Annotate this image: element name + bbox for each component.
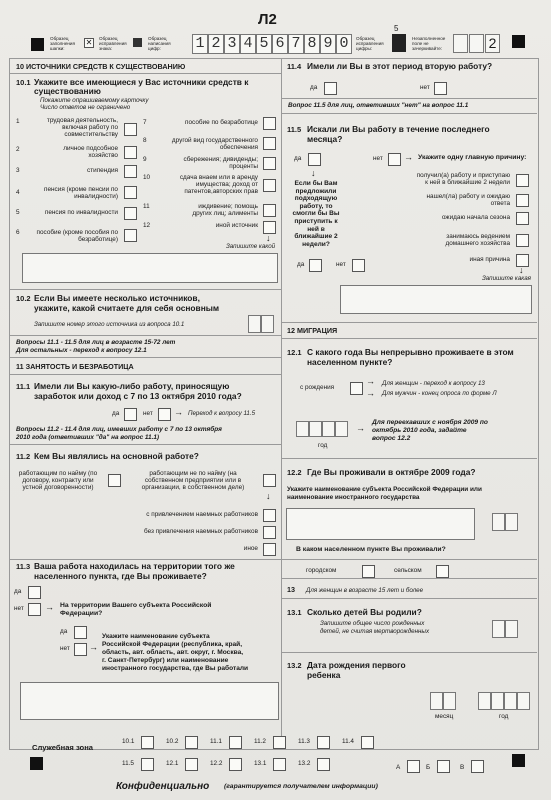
option-label: патентов,авторских прав (184, 188, 258, 195)
option-checkbox[interactable] (124, 229, 137, 242)
opt-number: 8 (143, 137, 147, 144)
no-label: нет (143, 410, 153, 417)
q102-title: укажите, какой считаете для себя основным (34, 303, 220, 313)
main-source-digit-box[interactable] (261, 315, 274, 333)
urban-label: городском (306, 567, 337, 574)
q102-number: 10.2 (16, 294, 31, 303)
q131-title: Сколько детей Вы родили? (307, 607, 422, 617)
opt-number: 1 (16, 118, 20, 125)
code-checkbox[interactable] (273, 758, 286, 771)
reason-label: ожидаю начала сезона (441, 214, 510, 221)
letter-label: Б (426, 764, 431, 771)
region-code-box[interactable] (492, 513, 505, 531)
if-found-line: подходящую (294, 195, 338, 203)
s10-note: Вопросы 11.1 - 11.5 для лиц в возрасте 15-72 лет (16, 339, 176, 346)
divider (281, 578, 537, 579)
option-label: стипендия (87, 167, 118, 174)
sample-digit: 2 (208, 34, 224, 54)
q115-title: месяца? (307, 134, 343, 144)
if-found-line: ближайшие 2 (294, 233, 338, 241)
arrow-down-icon: ↓ (519, 265, 524, 275)
main-reason-label: Укажите одну главную причину: (418, 154, 527, 161)
option-label: работающим не по найму (на (149, 470, 237, 477)
q112-title: Кем Вы являлись на основной работе? (34, 451, 199, 461)
divider (9, 444, 281, 445)
month-digit-box[interactable] (430, 692, 443, 710)
main-source-digit-box[interactable] (248, 315, 261, 333)
nonhired-checkbox[interactable] (263, 474, 276, 487)
code-checkbox[interactable] (317, 758, 330, 771)
opt-number: 9 (143, 156, 147, 163)
code-label: 11.1 (210, 738, 222, 745)
divider (281, 458, 537, 459)
corner-marker (512, 754, 525, 767)
year-digit-box[interactable] (309, 421, 322, 437)
q115-number: 11.5 (287, 125, 302, 134)
option-checkbox[interactable] (263, 137, 276, 150)
option-label: работающим по найму (по (18, 470, 98, 477)
specify-text: иностранного государства, где Вы работали (102, 665, 249, 672)
sample-digit: 9 (320, 34, 336, 54)
service-zone-label: Служебная зона (32, 743, 94, 752)
yes-label: да (310, 84, 318, 91)
no-label: нет (420, 84, 430, 91)
arrow-right-icon: → (45, 602, 54, 612)
subject-question: Федерации? (60, 610, 103, 617)
corner-marker (31, 38, 44, 51)
q101-title: Укажите все имеющиеся у Вас источники средств к (34, 77, 249, 87)
sample-empty-label: Образец заполнения шапки: (50, 36, 75, 51)
q101-hint: Покажите опрашиваемому карточку (40, 97, 149, 104)
s11-note: 2010 года (ответивших "да" на вопрос 11.1) (16, 434, 160, 441)
moved-note: октябрь 2010 года, задайте (372, 427, 467, 434)
sample-digit: 5 (256, 34, 272, 54)
q131-hint: детей, не считая мертворожденных (320, 628, 430, 635)
opt-number: 7 (143, 119, 147, 126)
if-found-line: работу, то (299, 202, 333, 210)
option-label: устной договоренности) (22, 484, 94, 491)
column-divider (281, 578, 282, 748)
if-found-line: приступить к (294, 217, 338, 225)
option-checkbox[interactable] (124, 146, 137, 159)
year-digit-box[interactable] (478, 692, 491, 710)
opt-number: 12 (143, 222, 151, 229)
year-digit-box[interactable] (322, 421, 335, 437)
letter-label: А (396, 764, 401, 771)
code-checkbox[interactable] (141, 736, 154, 749)
yes-label: да (60, 628, 68, 635)
no-label: нет (14, 605, 24, 612)
specify-text: область, авт. область, авт. округ, г. Москва, (102, 649, 244, 656)
year-label: год (499, 713, 509, 720)
reason-label: к ней в ближайшие 2 недели (425, 179, 510, 186)
option-label: иждивение; помощь (198, 203, 258, 210)
opt-number: 10 (143, 174, 151, 181)
arrow-right-icon: → (366, 376, 375, 386)
code-label: 13.2 (298, 760, 311, 767)
column-divider (281, 58, 282, 578)
divider (9, 73, 281, 74)
sample-digit: 1 (192, 34, 208, 54)
women-goto: Для женщин - переход к вопросу 13 (382, 380, 485, 387)
opt-number: 6 (16, 229, 20, 236)
section-12-title: 12 МИГРАЦИЯ (287, 326, 338, 335)
urban-checkbox[interactable] (362, 565, 375, 578)
arrow-down-icon: ↓ (311, 168, 316, 178)
opt-number: 2 (16, 146, 20, 153)
subject-question: На территории Вашего субъекта Российской (60, 602, 212, 609)
code-checkbox[interactable] (361, 736, 374, 749)
yes-label: да (297, 261, 305, 268)
arrow-right-icon: → (356, 423, 365, 433)
page-digit-box[interactable] (469, 34, 484, 53)
q122-hint: Укажите наименование субъекта Российской Федерации или (287, 486, 482, 493)
q115-title: Искали ли Вы работу в течение последнего (307, 124, 490, 134)
small-digit: 5 (394, 24, 399, 33)
reason-label: получил(а) работу и приступаю (416, 172, 510, 179)
code-checkbox[interactable] (273, 736, 286, 749)
other-reason-input[interactable] (340, 285, 532, 314)
sample-digit: 3 (224, 34, 240, 54)
code-checkbox[interactable] (229, 736, 242, 749)
year-digit-box[interactable] (517, 692, 530, 710)
no-label: нет (373, 155, 383, 162)
q112-number: 11.2 (16, 452, 31, 461)
year-digit-box[interactable] (504, 692, 517, 710)
other-status-checkbox[interactable] (263, 543, 276, 556)
specify-text: г. Санкт-Петербург) или наименование (102, 657, 229, 664)
work-region-input[interactable] (20, 682, 279, 720)
s11-note: Вопросы 11.2 - 11.4 для лиц, имевших работу с 7 по 13 октября (16, 426, 222, 433)
arrow-right-icon: → (404, 152, 413, 162)
unfilled-label: Незаполненное поле не зачеркивайте: (412, 36, 446, 51)
yes-label: да (14, 588, 22, 595)
corner-marker (512, 35, 525, 48)
q132-number: 13.2 (287, 661, 302, 670)
section-13-note: Для женщин в возрасте 15 лет и более (306, 587, 424, 594)
opt-number: 4 (16, 189, 20, 196)
q111-no-checkbox[interactable] (158, 408, 171, 421)
divider (281, 652, 537, 653)
opt-number: 3 (16, 167, 20, 174)
no-label: нет (336, 261, 346, 268)
if-found-line: предложили (295, 187, 337, 195)
q132-title: ребенка (307, 670, 341, 680)
q122-number: 12.2 (287, 468, 302, 477)
q114-no-checkbox[interactable] (434, 82, 447, 95)
specify-text: Российской Федерации (республика, край, (102, 641, 243, 648)
form-code: Л2 (258, 11, 277, 28)
if-found-line: Если бы Вам (294, 180, 338, 187)
month-digit-box[interactable] (443, 692, 456, 710)
divider (281, 338, 537, 339)
code-label: 11.4 (342, 738, 354, 745)
page-digit-box[interactable] (453, 34, 468, 53)
q111-yes-checkbox[interactable] (124, 408, 137, 421)
code-label: 12.1 (166, 760, 179, 767)
divider (9, 374, 281, 375)
men-goto: Для мужчин - конец опроса по форме Л (382, 390, 497, 397)
code-label: 11.3 (298, 738, 310, 745)
sample-cross-box: ✕ (85, 38, 93, 47)
with-employees-checkbox[interactable] (263, 509, 276, 522)
letter-checkbox[interactable] (407, 760, 420, 773)
reason-label: занимаюсь ведением (446, 233, 510, 240)
moved-note: вопрос 12.2 (372, 435, 411, 442)
sample-digit: 4 (240, 34, 256, 54)
code-label: 11.5 (122, 760, 134, 767)
divider (9, 289, 281, 290)
yes-label: да (112, 410, 120, 417)
previous-region-input[interactable] (286, 508, 475, 540)
option-checkbox[interactable] (263, 204, 276, 217)
write-which-label: Запишите какая (482, 275, 531, 282)
option-label: сдача внаем или в аренду (179, 174, 258, 181)
code-label: 10.1 (122, 738, 135, 745)
confidential-label: Конфиденциально (116, 781, 210, 792)
option-checkbox[interactable] (124, 186, 137, 199)
option-label: пособие (кроме пособия по (36, 229, 118, 236)
sample-fix-label: Образец исправления знака: (99, 36, 127, 51)
q121-title: С какого года Вы непрерывно проживаете в этом (307, 347, 514, 357)
q102-hint: Запишите номер этого источника из вопроса 10.1 (34, 321, 185, 328)
option-label: пенсия по инвалидности (44, 209, 118, 216)
page-number: 2 (485, 34, 500, 53)
q111-title: Имели ли Вы какую-либо работу, приносящую (34, 381, 230, 391)
opt-number: 11 (143, 203, 150, 210)
letter-label: В (460, 764, 465, 771)
q113-number: 11.3 (16, 562, 31, 571)
children-count-box[interactable] (505, 620, 518, 638)
year-label: год (318, 442, 328, 449)
subject-no-checkbox[interactable] (74, 643, 87, 656)
option-label: совместительству (64, 131, 118, 138)
if-found-question (284, 180, 348, 248)
reason-label: ответа (490, 200, 510, 207)
code-checkbox[interactable] (229, 758, 242, 771)
note-115: Вопрос 11.5 для лиц, ответивших "нет" на вопрос 11.1 (288, 102, 469, 109)
sample-digit: 0 (336, 34, 352, 54)
arrow-right-icon: → (89, 642, 98, 652)
q113-title: населенного пункта, где Вы проживаете? (34, 571, 207, 581)
sample-corrected-digit (392, 34, 406, 52)
other-source-input[interactable] (22, 253, 278, 283)
divider (281, 113, 537, 114)
option-label: сбережения; дивиденды; (183, 156, 258, 163)
reason-checkbox[interactable] (516, 194, 529, 207)
code-label: 12.2 (210, 760, 223, 767)
q101-hint: Число ответов не ограничено (40, 104, 131, 111)
no-label: нет (60, 645, 70, 652)
reason-label: домашнего хозяйства (445, 240, 510, 247)
q111-number: 11.1 (16, 382, 31, 391)
divider (9, 357, 281, 358)
sample-digit: 6 (272, 34, 288, 54)
children-count-box[interactable] (492, 620, 505, 638)
q113-title: Ваша работа находилась на территории того же (34, 561, 235, 571)
q102-title: Если Вы имеете несколько источников, (34, 293, 200, 303)
corner-marker (30, 757, 43, 770)
arrow-down-icon: ↓ (266, 233, 271, 243)
moved-note: Для переехавших с ноября 2009 по (372, 419, 488, 426)
q101-title: существованию (34, 86, 101, 96)
q114-title: Имели ли Вы в этот период вторую работу? (307, 61, 493, 71)
q114-number: 11.4 (287, 62, 302, 71)
code-label: 10.2 (166, 738, 179, 745)
since-birth-label: с рождения (300, 384, 335, 391)
option-checkbox[interactable] (124, 165, 137, 178)
reason-checkbox[interactable] (516, 174, 529, 187)
reason-label: иная причина (469, 256, 510, 263)
opt-number: 5 (16, 209, 20, 216)
can-start-yes-checkbox[interactable] (309, 259, 322, 272)
code-checkbox[interactable] (185, 736, 198, 749)
q113-no-checkbox[interactable] (28, 603, 41, 616)
section-10-title: 10 ИСТОЧНИКИ СРЕДСТВ К СУЩЕСТВОВАНИЮ (16, 62, 186, 71)
divider (281, 98, 537, 99)
option-label: других лиц; алименты (192, 210, 258, 217)
divider (9, 559, 537, 560)
yes-label: да (294, 155, 302, 162)
option-checkbox[interactable] (263, 179, 276, 192)
arrow-right-icon: → (366, 388, 375, 398)
q122-title: Где Вы проживали в октябре 2009 года? (307, 467, 476, 477)
arrow-right-icon: → (174, 407, 183, 417)
goto-115-label: Переход к вопросу 11.5 (188, 410, 256, 417)
code-checkbox[interactable] (185, 758, 198, 771)
q113-yes-checkbox[interactable] (28, 586, 41, 599)
region-code-box[interactable] (505, 513, 518, 531)
option-label: пенсия (кроме пенсии по (44, 186, 118, 193)
option-label: имущества; доход от (195, 181, 258, 188)
s10-note: Для остальных - переход к вопросу 12.1 (16, 347, 147, 354)
reason-label: нашел(ла) работу и ожидаю (426, 193, 510, 200)
q132-title: Дата рождения первого (307, 660, 406, 670)
option-label: инвалидности) (74, 193, 118, 200)
subject-yes-checkbox[interactable] (74, 626, 87, 639)
specify-text: Укажите наименование субъекта (102, 633, 210, 640)
since-birth-checkbox[interactable] (350, 382, 363, 395)
q115-yes-checkbox[interactable] (308, 153, 321, 166)
settlement-question: В каком населенном пункте Вы проживали? (296, 546, 446, 553)
hired-checkbox[interactable] (108, 474, 121, 487)
q122-hint: наименование иностранного государства (287, 494, 420, 501)
option-label: договору, контракту или (22, 477, 94, 484)
reason-checkbox[interactable] (516, 212, 529, 225)
guaranteed-label: (гарантируется получателем информации) (224, 783, 378, 790)
month-label: месяц (435, 713, 454, 720)
option-checkbox[interactable] (263, 157, 276, 170)
rural-checkbox[interactable] (436, 565, 449, 578)
option-label: проценты (229, 163, 258, 170)
sample-digits-label: Образец написания цифр: (148, 36, 171, 51)
option-label: хозяйство (88, 152, 118, 159)
write-which-label: Запишите какой (226, 243, 276, 250)
code-checkbox[interactable] (317, 736, 330, 749)
code-label: 13.1 (254, 760, 267, 767)
option-checkbox[interactable] (263, 117, 276, 130)
section-11-title: 11 ЗАНЯТОСТЬ И БЕЗРАБОТИЦА (16, 362, 134, 371)
code-checkbox[interactable] (141, 758, 154, 771)
option-label: без привлечения наемных работников (144, 528, 258, 535)
option-label: собственном предприятии или в (144, 477, 242, 484)
sample-digit: 7 (288, 34, 304, 54)
year-digit-box[interactable] (335, 421, 348, 437)
sample-digit: 8 (304, 34, 320, 54)
option-label: личное подсобное (63, 145, 118, 152)
q111-title: заработок или доход с 7 по 13 октября 2010 года? (34, 391, 242, 401)
year-digit-box[interactable] (491, 692, 504, 710)
if-found-line: недели? (302, 240, 330, 248)
without-employees-checkbox[interactable] (263, 526, 276, 539)
code-label: 11.2 (254, 738, 266, 745)
option-label: включая работу по (62, 124, 118, 131)
q131-number: 13.1 (287, 608, 302, 617)
q131-hint: Запишите общее число рожденных (320, 620, 425, 627)
letter-checkbox[interactable] (471, 760, 484, 773)
option-label: безработице) (78, 236, 118, 243)
letter-checkbox[interactable] (437, 760, 450, 773)
arrow-down-icon: ↓ (266, 491, 271, 501)
option-label: с привлечением наемных работников (146, 511, 258, 518)
q101-number: 10.1 (16, 78, 31, 87)
option-label: организации, в собственном деле) (141, 484, 245, 491)
q114-yes-checkbox[interactable] (324, 82, 337, 95)
option-checkbox[interactable] (124, 207, 137, 220)
option-label: обеспечения (219, 144, 258, 151)
reason-checkbox[interactable] (516, 234, 529, 247)
q121-title: населенном пункте? (307, 357, 393, 367)
rural-label: сельском (394, 567, 422, 574)
option-label: другой вид государственного (171, 137, 258, 144)
q115-no-checkbox[interactable] (388, 153, 401, 166)
if-found-line: ней в (307, 225, 325, 233)
q121-number: 12.1 (287, 348, 302, 357)
divider (281, 322, 537, 323)
option-label: трудовая деятельность, (46, 117, 118, 124)
option-label: иное (243, 545, 258, 552)
option-checkbox[interactable] (124, 123, 137, 136)
sample-filled-box (133, 38, 142, 47)
year-digit-box[interactable] (296, 421, 309, 437)
section-13-number: 13 (287, 585, 295, 594)
divider (281, 598, 537, 599)
option-label: иной источник (215, 222, 258, 229)
sample-digit-fix-label: Образец исправления цифры: (356, 36, 384, 51)
option-label: пособие по безработице (185, 119, 258, 126)
if-found-line: смогли бы Вы (292, 210, 340, 218)
divider (9, 335, 281, 336)
